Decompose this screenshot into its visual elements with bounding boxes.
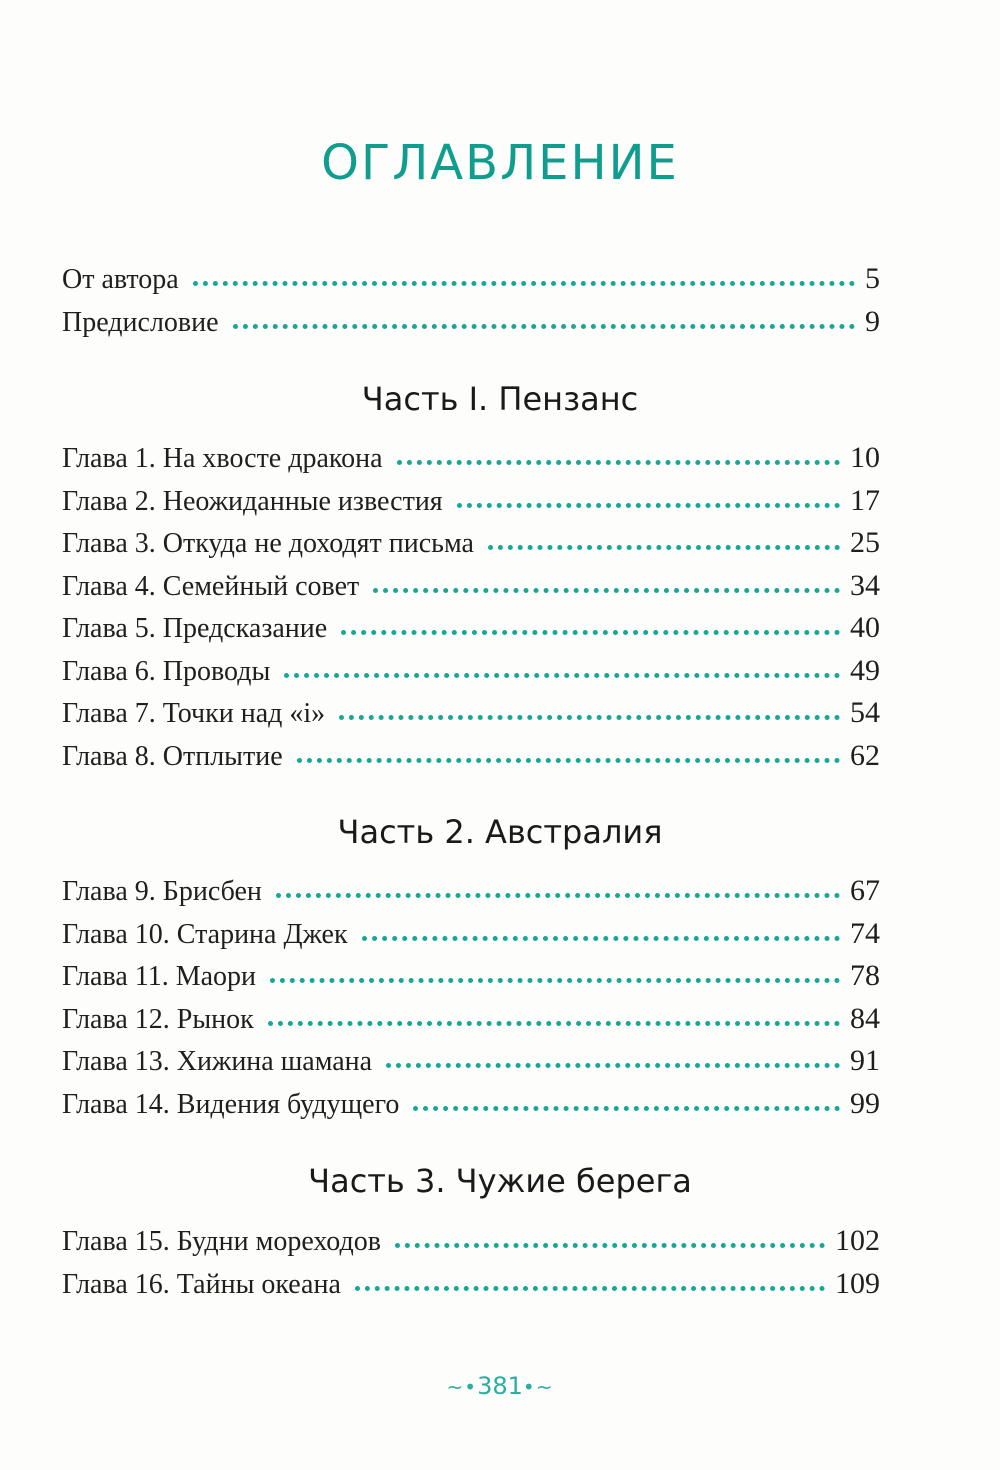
part-3-heading: Часть 3. Чужие берега — [308, 1162, 692, 1200]
entry-label: Глава 8. Отплытие — [62, 740, 283, 772]
entry-page: 91 — [850, 1044, 880, 1077]
folio-number: 381 — [477, 1372, 523, 1400]
entry-page: 34 — [850, 568, 880, 602]
entry-label: Глава 1. На хвосте дракона — [62, 443, 383, 474]
entry-label: Глава 9. Брисбен — [62, 876, 262, 907]
dot-leader — [341, 630, 840, 635]
dot-leader — [276, 893, 840, 898]
entry-page: 40 — [850, 611, 880, 644]
entry-page: 84 — [850, 1001, 880, 1035]
dot-leader — [297, 758, 840, 763]
entry-label: Глава 16. Тайны океана — [62, 1268, 341, 1300]
dot-leader — [284, 673, 840, 678]
toc-entry-chapter-15[interactable] — [62, 1220, 880, 1263]
entry-page: 99 — [850, 1086, 880, 1120]
entry-page: 49 — [850, 653, 880, 687]
toc-entry-chapter-12[interactable] — [62, 998, 880, 1041]
toc-entry-chapter-7[interactable] — [62, 692, 880, 735]
toc-entry-chapter-8[interactable] — [62, 735, 880, 778]
part-1-heading: Часть I. Пензанс — [361, 380, 639, 418]
entry-page: 10 — [850, 441, 880, 474]
entry-label: Глава 10. Старина Джек — [62, 918, 348, 950]
entry-label: Глава 7. Точки над «і» — [62, 698, 326, 729]
entry-label: Глава 11. Маори — [62, 961, 257, 992]
entry-page: 9 — [865, 304, 880, 338]
entry-label: Глава 14. Видения будущего — [62, 1088, 400, 1120]
entry-label: Глава 3. Откуда не доходят письма — [62, 528, 474, 559]
part-2-heading: Часть 2. Австралия — [337, 813, 663, 851]
dot-leader — [270, 978, 840, 983]
entry-page: 67 — [850, 874, 880, 907]
entry-label: От автора — [62, 264, 179, 295]
entry-page: 102 — [835, 1224, 880, 1257]
entry-page: 17 — [850, 483, 880, 517]
toc-entry-chapter-4[interactable] — [62, 565, 880, 608]
toc-entry-chapter-5[interactable] — [62, 607, 880, 650]
front-matter-list — [62, 258, 880, 343]
dot-leader — [386, 1063, 840, 1068]
entry-label: Глава 12. Рынок — [62, 1003, 254, 1035]
entry-page: 78 — [850, 959, 880, 992]
entry-page: 25 — [850, 526, 880, 559]
dot-leader — [373, 588, 840, 593]
entry-page: 5 — [865, 262, 880, 295]
toc-entry-chapter-1[interactable] — [62, 437, 880, 480]
dot-leader — [397, 460, 841, 465]
dot-leader — [362, 936, 840, 941]
page-number — [0, 1372, 1000, 1400]
toc-entry-foreword-author[interactable] — [62, 258, 880, 301]
entry-label: Глава 4. Семейный совет — [62, 570, 360, 602]
toc-entry-chapter-16[interactable] — [62, 1263, 880, 1306]
page-title: ОГЛАВЛЕНИЕ — [321, 135, 679, 191]
entry-page: 74 — [850, 916, 880, 950]
toc-entry-chapter-6[interactable] — [62, 650, 880, 693]
dot-leader — [233, 324, 855, 329]
dot-leader — [395, 1243, 825, 1248]
entry-label: Глава 6. Проводы — [62, 655, 271, 687]
entry-label: Глава 13. Хижина шамана — [62, 1046, 373, 1077]
entry-page: 62 — [850, 738, 880, 772]
toc-entry-chapter-10[interactable] — [62, 913, 880, 956]
toc-entry-chapter-2[interactable] — [62, 480, 880, 523]
folio-ornament-left: ~• — [446, 1375, 478, 1399]
dot-leader — [457, 503, 840, 508]
entry-page: 54 — [850, 696, 880, 729]
toc-entry-chapter-14[interactable] — [62, 1083, 880, 1126]
part-1-chapter-list — [62, 437, 880, 777]
dot-leader — [339, 715, 840, 720]
part-2-chapter-list — [62, 870, 880, 1125]
toc-entry-chapter-9[interactable] — [62, 870, 880, 913]
toc-entry-chapter-13[interactable] — [62, 1040, 880, 1083]
toc-entry-chapter-3[interactable] — [62, 522, 880, 565]
dot-leader — [355, 1286, 825, 1291]
entry-label: Предисловие — [62, 306, 219, 338]
dot-leader — [268, 1021, 840, 1026]
entry-label: Глава 15. Будни мореходов — [62, 1226, 381, 1257]
part-3-chapter-list — [62, 1220, 880, 1305]
dot-leader — [413, 1106, 840, 1111]
dot-leader — [193, 281, 855, 286]
toc-entry-preface[interactable] — [62, 301, 880, 344]
entry-page: 109 — [835, 1266, 880, 1300]
entry-label: Глава 2. Неожиданные известия — [62, 485, 443, 517]
toc-entry-chapter-11[interactable] — [62, 955, 880, 998]
entry-label: Глава 5. Предсказание — [62, 613, 328, 644]
folio-ornament-right: •~ — [522, 1375, 554, 1399]
dot-leader — [488, 545, 840, 550]
